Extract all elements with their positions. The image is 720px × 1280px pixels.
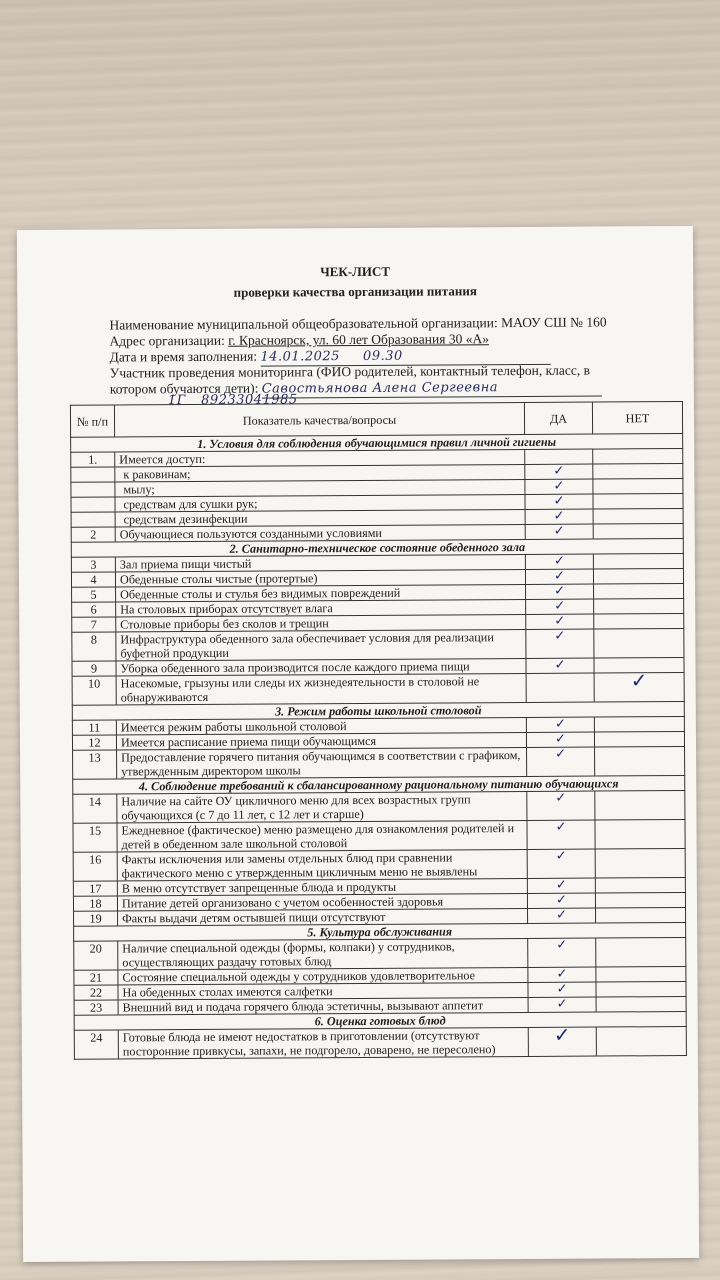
yes-checkmark: ✓: [526, 599, 594, 614]
yes-checkmark: ✓: [525, 524, 593, 539]
address-label: Адрес организации:: [109, 332, 225, 349]
no-cell: [593, 449, 683, 465]
section-title: 2. Санитарно-техническое состояние обеденного зала: [71, 539, 683, 558]
row-question: Обеденные столы чистые (протертые): [115, 569, 525, 587]
yes-checkmark: ✓: [525, 479, 593, 494]
yes-checkmark: ✓: [527, 791, 595, 820]
yes-checkmark: ✓: [527, 820, 595, 849]
row-num: 8: [72, 632, 116, 661]
table-header-row: [70, 402, 682, 438]
header-yes: ДА: [524, 402, 592, 434]
no-cell: [595, 878, 685, 894]
yes-checkmark: ✓: [525, 554, 593, 569]
row-question: Столовые приборы без сколов и трещин: [116, 614, 526, 632]
row-question: Обеденные столы и стулья без видимых повреждений: [116, 584, 526, 602]
yes-checkmark: ✓: [527, 878, 595, 893]
no-checkmark: ✓: [594, 673, 684, 703]
no-cell: [593, 524, 683, 540]
yes-checkmark: ✓: [526, 584, 594, 599]
yes-checkmark: ✓: [527, 893, 595, 908]
row-num: 20: [74, 941, 118, 970]
yes-checkmark: ✓: [528, 938, 596, 967]
date-value: 14.01.2025 09.30: [260, 348, 550, 367]
no-cell: [593, 479, 683, 495]
row-question: Наличие на сайте ОУ цикличного меню для всех возрастных групп обучающихся (с 7 до 11 лет, с 12 лет и старше): [117, 791, 527, 823]
yes-checkmark: ✓: [528, 908, 596, 923]
row-num: 19: [74, 911, 118, 926]
row-question: Обучающиеся пользуются созданными условиями: [115, 524, 525, 542]
no-cell: [595, 849, 685, 879]
no-cell: [596, 967, 686, 983]
section-title: 6. Оценка готовых блюд: [74, 1012, 686, 1031]
no-cell: [594, 599, 684, 615]
row-num: 16: [73, 852, 117, 881]
row-num: 1.: [71, 452, 115, 467]
row-question: На обеденных столах имеются салфетки: [118, 982, 528, 1000]
no-cell: [594, 584, 684, 600]
no-cell: [596, 1027, 686, 1057]
row-question: Предоставление горячего питания обучающимся в соответствии с графиком, утвержденным директором школы: [117, 747, 527, 779]
row-num: [71, 512, 115, 527]
section-title: 1. Условия для соблюдения обучающимися правил личной гигиены: [71, 434, 683, 453]
address-value: г. Красноярск, ул. 60 лет Образования 30 «А»: [228, 331, 489, 348]
row-question: Насекомые, грызуны или следы их жизнедеятельности в столовой не обнаруживаются: [116, 673, 526, 705]
row-question: Факты выдачи детям остывшей пищи отсутствуют: [118, 908, 528, 926]
row-question: средствам для сушки рук;: [115, 494, 525, 512]
yes-checkmark: ✓: [528, 1027, 596, 1056]
header-num: № п/п: [70, 405, 114, 437]
row-question: Зал приема пищи чистый: [115, 554, 525, 572]
yes-checkmark: ✓: [528, 982, 596, 997]
row-question: Имеется расписание приема пищи обучающимся: [116, 732, 526, 750]
row-num: 21: [74, 970, 118, 985]
row-num: 14: [73, 794, 117, 823]
header-question: Показатель качества/вопросы: [114, 402, 524, 437]
yes-checkmark: ✓: [526, 614, 594, 629]
header-no: НЕТ: [592, 402, 682, 435]
row-num: 10: [72, 676, 116, 705]
participant-label-2: котором обучаются дети):: [109, 380, 259, 397]
yes-checkmark: ✓: [527, 849, 595, 878]
no-cell: [596, 982, 686, 998]
yes-checkmark: ✓: [525, 494, 593, 509]
participant-class: 1Г: [167, 393, 186, 409]
no-cell: [596, 938, 686, 968]
row-num: 11: [72, 720, 116, 735]
row-num: [71, 497, 115, 512]
date-label: Дата и время заполнения:: [109, 348, 258, 365]
row-question: Внешний вид и подача горячего блюда эстетичны, вызывают аппетит: [118, 997, 528, 1015]
table-row: [74, 938, 686, 971]
row-question: Наличие специальной одежды (формы, колпаки) у сотрудников, осуществляющих раздачу готовых блюд: [118, 938, 528, 970]
table-row: [73, 791, 685, 824]
no-cell: [593, 494, 683, 510]
no-cell: [594, 717, 684, 733]
row-question: Питание детей организовано с учетом особенностей здоровья: [117, 893, 527, 911]
table-row: [74, 1027, 686, 1060]
row-num: 24: [74, 1030, 118, 1059]
row-question: средствам дезинфекции: [115, 509, 525, 527]
no-cell: [595, 747, 685, 777]
yes-checkmark: ✓: [528, 997, 596, 1012]
row-num: [71, 467, 115, 482]
yes-checkmark: ✓: [526, 658, 594, 673]
yes-checkmark: ✓: [526, 732, 594, 747]
participant-label-line-1: Участник проведения мониторинга (ФИО родителей, контактный телефон, класс, в: [109, 362, 591, 381]
yes-cell: [525, 449, 593, 464]
document-title: ЧЕК-ЛИСТ: [320, 263, 391, 280]
no-cell: [595, 893, 685, 909]
section-title: 3. Режим работы школьной столовой: [72, 702, 684, 721]
row-num: 18: [73, 896, 117, 911]
document-subtitle: проверки качества организации питания: [233, 283, 477, 300]
table-row: [73, 849, 685, 882]
no-cell: [593, 569, 683, 585]
row-question: Имеется режим работы школьной столовой: [116, 717, 526, 735]
participant-phone: 89233041985: [201, 392, 298, 408]
row-num: 15: [73, 823, 117, 852]
participant-name: Савостьянова Алена Сергеевна: [262, 380, 602, 399]
table-row: [73, 747, 685, 780]
row-num: 7: [72, 617, 116, 632]
row-question: В меню отсутствует запрещенные блюда и продукты: [117, 878, 527, 896]
row-num: 4: [71, 572, 115, 587]
yes-checkmark: ✓: [525, 464, 593, 479]
row-num: 2: [71, 527, 115, 542]
section-title: 4. Соблюдение требований к сбалансированному рациональному питанию обучающихся: [73, 776, 685, 795]
row-num: [71, 482, 115, 497]
row-question: мылу;: [115, 479, 525, 497]
org-value: МАОУ СШ № 160: [501, 314, 607, 331]
no-cell: [596, 908, 686, 924]
row-num: 6: [72, 602, 116, 617]
row-question: Уборка обеденного зала производится после каждого приема пищи: [116, 658, 526, 676]
no-cell: [595, 820, 685, 850]
no-cell: [593, 464, 683, 480]
no-cell: [594, 732, 684, 748]
row-question: Состояние специальной одежды у сотрудников удовлетворительное: [118, 967, 528, 985]
table-row: [73, 820, 685, 853]
checklist-table: [70, 401, 687, 1060]
yes-checkmark: ✓: [526, 717, 594, 732]
no-cell: [596, 997, 686, 1013]
row-question: На столовых приборах отсутствует влага: [116, 599, 526, 617]
table-row: [72, 673, 684, 706]
row-question: Факты исключения или замены отдельных блюд при сравнении фактического меню с утвержденным цикличным меню не выявлены: [117, 849, 527, 881]
yes-checkmark: ✓: [526, 629, 594, 658]
row-num: 9: [72, 661, 116, 676]
section-title: 5. Культура обслуживания: [74, 923, 686, 942]
desk-background: [0, 0, 720, 240]
checklist-sheet: [17, 226, 699, 1262]
row-question: Готовые блюда не имеют недостатков в приготовлении (отсутствуют посторонние привкусы, запахи, не подгорело, доварено, не пересолено): [118, 1027, 528, 1059]
row-num: 17: [73, 881, 117, 896]
no-cell: [593, 509, 683, 525]
row-num: 23: [74, 1000, 118, 1015]
yes-checkmark: ✓: [525, 569, 593, 584]
yes-cell: [526, 673, 594, 702]
table-row: [72, 629, 684, 662]
row-num: 12: [72, 735, 116, 750]
org-label: Наименование муниципальной общеобразовательной организации:: [109, 315, 498, 333]
no-cell: [595, 791, 685, 821]
row-num: 5: [72, 587, 116, 602]
no-cell: [594, 614, 684, 630]
yes-checkmark: ✓: [527, 747, 595, 776]
row-num: 13: [73, 750, 117, 779]
row-question: Ежедневное (фактическое) меню размещено для ознакомления родителей и детей в обеденном зале школьной столовой: [117, 820, 527, 852]
yes-checkmark: ✓: [525, 509, 593, 524]
row-num: 3: [71, 557, 115, 572]
no-cell: [593, 554, 683, 570]
row-question: к раковинам;: [115, 464, 525, 482]
yes-checkmark: ✓: [528, 967, 596, 982]
no-cell: [594, 629, 684, 659]
row-question: Имеется доступ:: [115, 449, 525, 467]
row-num: 22: [74, 985, 118, 1000]
row-question: Инфраструктура обеденного зала обеспечивает условия для реализации буфетной продукции: [116, 629, 526, 661]
